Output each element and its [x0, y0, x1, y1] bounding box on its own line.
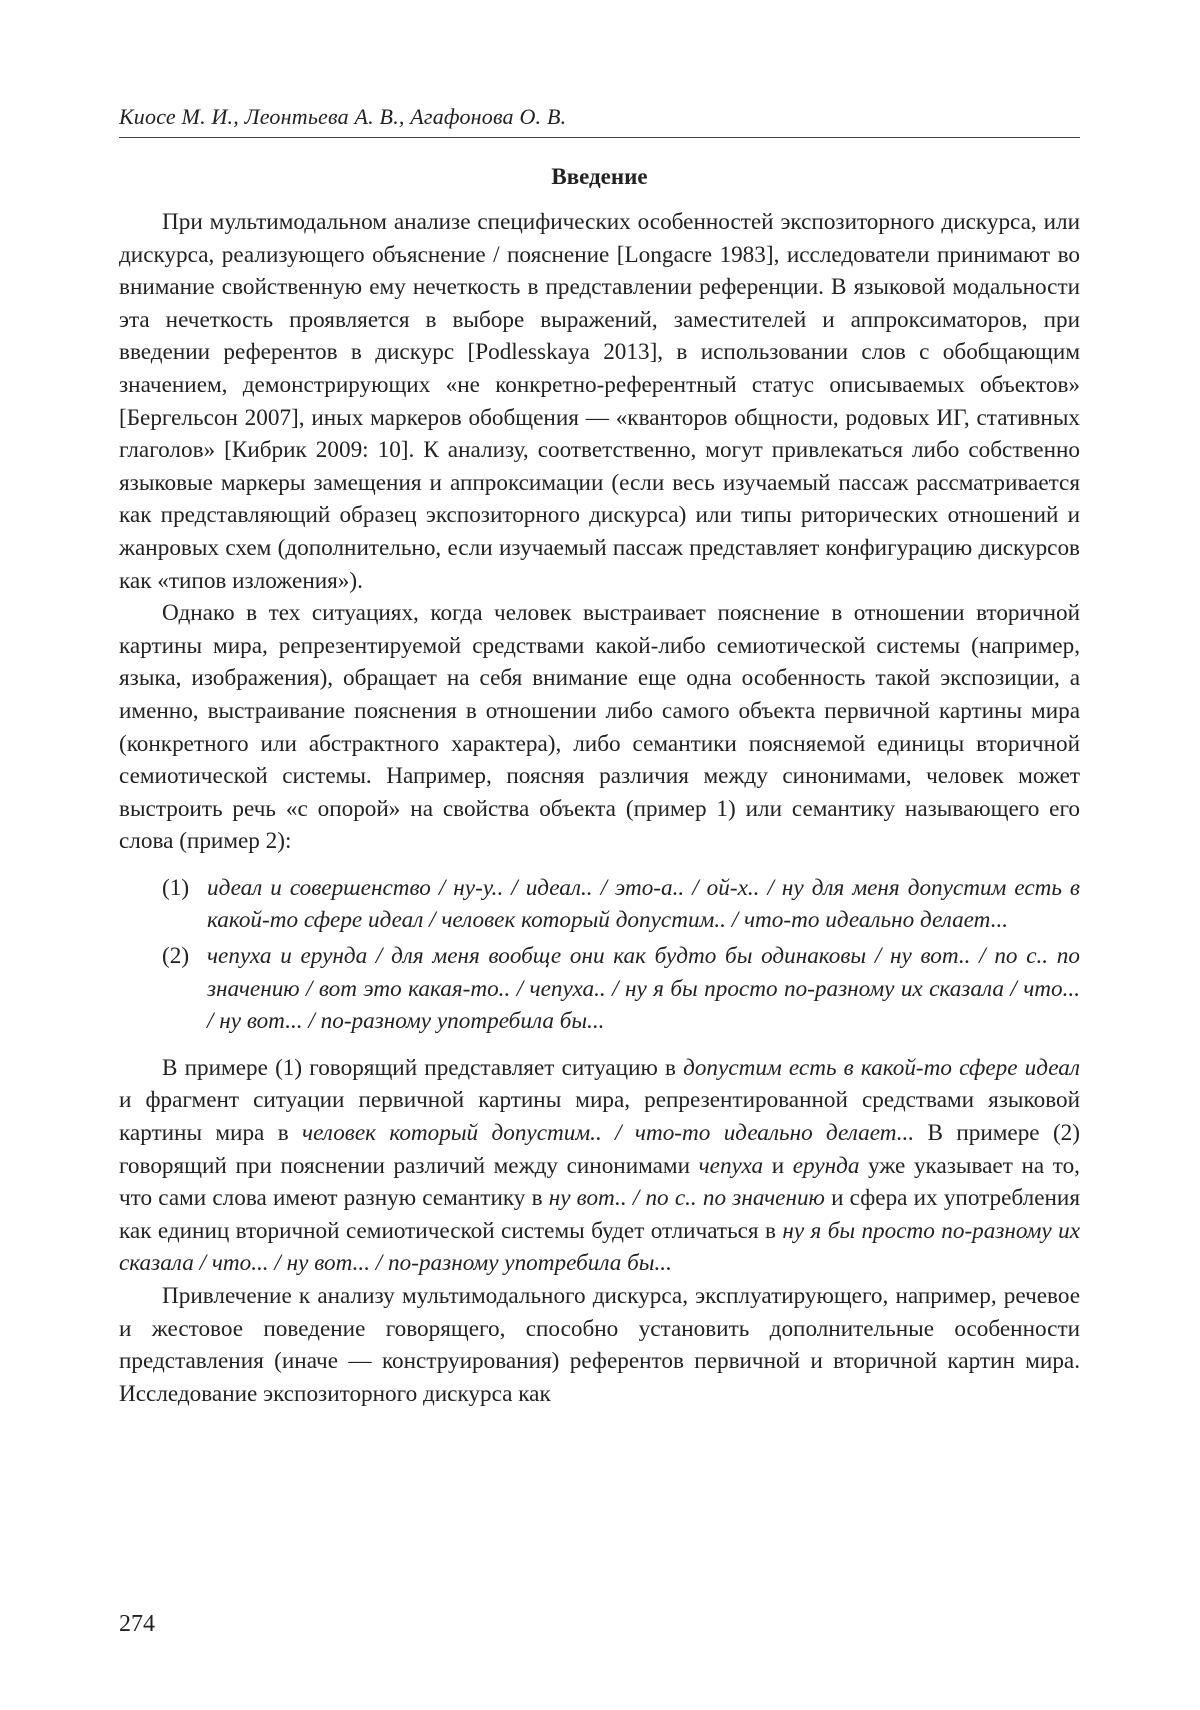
example-number: (2): [162, 943, 190, 970]
example-item: [119, 940, 1080, 1038]
example-item: [119, 872, 1080, 937]
examples-list: [119, 872, 1080, 1038]
paragraph-3: [119, 1052, 1080, 1280]
italic-quote: допустим есть в какой-то сфере идеал: [683, 1054, 1080, 1081]
italic-quote: чепуха: [698, 1152, 764, 1179]
page-number: 274: [119, 1611, 155, 1637]
italic-quote: ну вот.. / по с.. по значению: [548, 1185, 825, 1212]
example-number: (1): [162, 874, 190, 901]
example-text: чепуха и ерунда / для меня вообще они как будто бы одинаковы / ну вот.. / по с.. по значению / вот это какая-то.. / чепуха.. / ну я бы просто по-разному их сказала / что... / ну вот... / по-разному употребила бы...: [207, 943, 1080, 1035]
paragraph-2: Однако в тех ситуациях, когда человек выстраивает пояснение в отношении вторичной картины мира, репрезентируемой средствами какой-либо семиотической системы (например, языка, изображения), обращает на себя внимание еще одна особенность такой экспозиции, а именно, выстраивание пояснения в отношении либо самого объекта первичной картины мира (конкретного или абстрактного характера), либо семантики поясняемой единицы вторичной семиотической системы. Например, поясняя различия между синонимами, человек может выстроить речь «с опорой» на свойства объекта (пример 1) или семантику называющего его слова (пример 2):: [119, 600, 1080, 855]
paragraph-1: При мультимодальном анализе специфических особенностей экспозиторного дискурса, или дискурса, реализующего объяснение / пояснение [Longacre 1983], исследователи принимают во внимание свойственную ему нечеткость в представлении референции. В языковой модальности эта нечеткость проявляется в выборе выражений, заместителей и аппроксиматоров, при введении референтов в дискурс [Podlesskaya 2013], в использовании слов с обобщающим значением, демонстрирующих «не конкретно-референтный статус описываемых объектов» [Бергельсон 2007], иных маркеров обобщения — «кванторов общности, родовых ИГ, стативных глаголов» [Кибрик 2009: 10]. К анализу, соответственно, могут привлекаться либо собственно языковые маркеры замещения и аппроксимации (если весь изучаемый пассаж рассматривается как представляющий образец экспозиторного дискурса) или типы риторических отношений и жанровых схем (дополнительно, если изучаемый пассаж представляет конфигурацию дискурсов как «типов изложения»).: [119, 209, 1080, 594]
italic-quote: ерунда: [792, 1152, 860, 1179]
text-run: и сфера их употребления как единиц вторичной семиотической системы будет отличаться в: [119, 1185, 1080, 1244]
italic-quote: человек который допустим.. / что-то идеально делает...: [302, 1120, 915, 1147]
example-text: идеал и совершенство / ну-у.. / идеал.. / это-а.. / ой-х.. / ну для меня допустим есть в какой-то сфере идеал / человек который допустим.. / что-то идеально делает...: [207, 874, 1080, 934]
text-run: В примере (2) говорящий при пояснении различий между синонимами: [119, 1120, 1080, 1179]
paragraph-4: Привлечение к анализу мультимодального дискурса, эксплуатирующего, например, речевое и жестовое поведение говорящего, способно установить дополнительные особенности представления (иначе — конструирования) референтов первичной и вторичной картин мира. Исследование экспозиторного дискурса как: [119, 1283, 1080, 1407]
italic-quote: ну я бы просто по-разному их сказала / что... / ну вот... / по-разному употребила бы...: [119, 1217, 1080, 1277]
running-head-authors: Киосе М. И., Леонтьева А. В., Агафонова О. В.: [119, 104, 567, 129]
text-run: уже указывает на то, что сами слова имеют разную семантику в: [119, 1152, 1080, 1212]
body-text: [119, 206, 1080, 1410]
section-title: Введение: [551, 164, 648, 189]
text-run: В примере (1) говорящий представляет ситуацию в: [162, 1054, 684, 1081]
text-run: и: [763, 1152, 793, 1179]
header-rule: [119, 137, 1080, 138]
text-run: и фрагмент ситуации первичной картины мира, репрезентированной средствами языковой картины мира в: [119, 1087, 1080, 1147]
